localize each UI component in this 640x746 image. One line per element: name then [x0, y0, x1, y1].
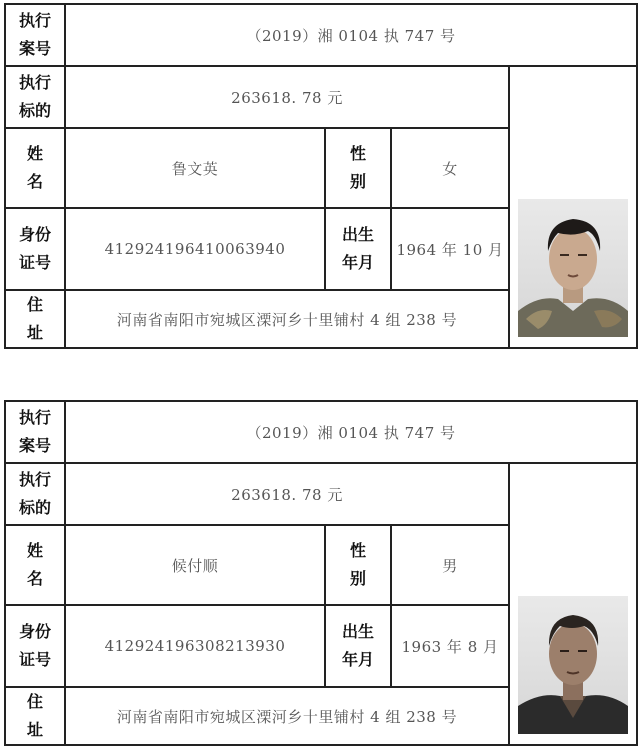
case-number-value: （2019）湘 0104 执 747 号	[65, 4, 637, 66]
record-table	[4, 3, 638, 349]
record-table	[4, 400, 638, 746]
gender-label: 性 别	[325, 525, 391, 605]
case-number-label: 执行 案号	[5, 4, 65, 66]
target-value: 263618. 78 元	[65, 66, 509, 128]
photo-cell	[509, 66, 637, 348]
target-value: 263618. 78 元	[65, 463, 509, 525]
id-number-value: 412924196410063940	[65, 208, 325, 290]
id-number-label: 身份 证号	[5, 605, 65, 687]
portrait-photo	[518, 199, 628, 337]
case-number-value: （2019）湘 0104 执 747 号	[65, 401, 637, 463]
name-label: 姓 名	[5, 525, 65, 605]
address-label: 住 址	[5, 687, 65, 745]
address-value: 河南省南阳市宛城区溧河乡十里铺村 4 组 238 号	[65, 687, 509, 745]
birth-value: 1963 年 8 月	[391, 605, 509, 687]
address-value: 河南省南阳市宛城区溧河乡十里铺村 4 组 238 号	[65, 290, 509, 348]
target-label: 执行 标的	[5, 66, 65, 128]
person-record-2	[4, 400, 636, 739]
name-value: 候付顺	[65, 525, 325, 605]
id-number-label: 身份 证号	[5, 208, 65, 290]
gender-value: 男	[391, 525, 509, 605]
id-number-value: 412924196308213930	[65, 605, 325, 687]
photo-cell	[509, 463, 637, 745]
name-label: 姓 名	[5, 128, 65, 208]
portrait-photo	[518, 596, 628, 734]
target-label: 执行 标的	[5, 463, 65, 525]
gender-label: 性 别	[325, 128, 391, 208]
name-value: 鲁文英	[65, 128, 325, 208]
birth-label: 出生 年月	[325, 605, 391, 687]
birth-label: 出生 年月	[325, 208, 391, 290]
gender-value: 女	[391, 128, 509, 208]
birth-value: 1964 年 10 月	[391, 208, 509, 290]
address-label: 住 址	[5, 290, 65, 348]
person-record-1	[4, 3, 636, 342]
case-number-label: 执行 案号	[5, 401, 65, 463]
